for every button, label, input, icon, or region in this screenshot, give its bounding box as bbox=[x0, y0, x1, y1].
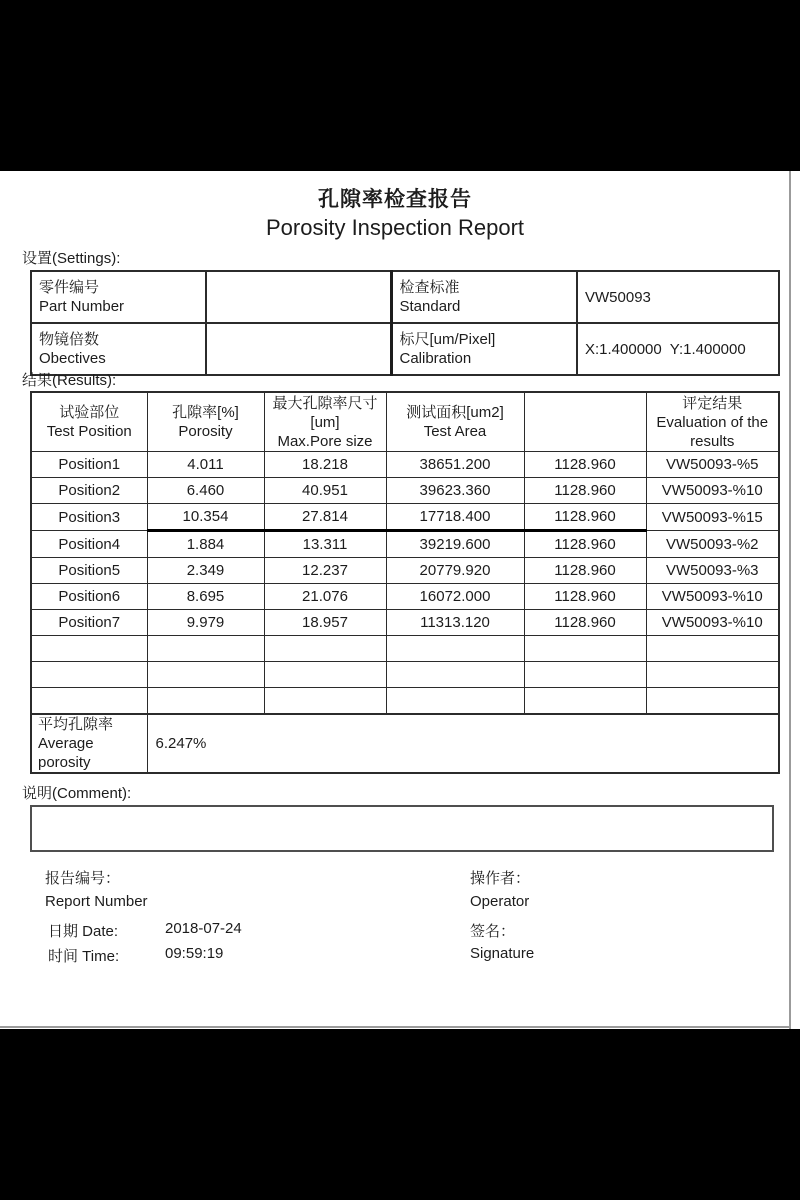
calibration-label-en: Calibration bbox=[399, 350, 472, 367]
part-number-label-en: Part Number bbox=[39, 298, 125, 315]
cell-empty[interactable] bbox=[147, 662, 264, 688]
header-evaluation-en1: Evaluation of the bbox=[656, 413, 769, 431]
cell-evaluation[interactable]: VW50093-%2 bbox=[646, 531, 779, 558]
settings-section-label: 设置(Settings): bbox=[22, 250, 121, 267]
report-number-label-cn: 报告编号： bbox=[45, 870, 121, 887]
cell-empty[interactable] bbox=[524, 662, 646, 688]
standard-label-cell bbox=[391, 271, 577, 323]
cell-extra[interactable]: 1128.960 bbox=[524, 478, 646, 504]
results-section-label: 结果(Results): bbox=[22, 372, 117, 389]
header-max-pore-cn: 最大孔隙率尺寸 bbox=[272, 394, 378, 412]
cell-porosity[interactable]: 1.884 bbox=[147, 531, 264, 558]
cell-porosity[interactable]: 9.979 bbox=[147, 610, 264, 636]
operator-label-cn: 操作者： bbox=[470, 870, 531, 887]
header-test-position-cn: 试验部位 bbox=[59, 404, 120, 421]
header-evaluation-cn: 评定结果 bbox=[682, 394, 743, 412]
cell-max-pore[interactable]: 18.218 bbox=[264, 452, 386, 478]
cell-max-pore[interactable]: 13.311 bbox=[264, 531, 386, 558]
cell-empty[interactable] bbox=[31, 662, 147, 688]
cell-empty[interactable] bbox=[646, 688, 779, 715]
cell-empty[interactable] bbox=[147, 636, 264, 662]
page-bottom-edge bbox=[0, 1026, 791, 1028]
cell-empty[interactable] bbox=[524, 636, 646, 662]
cell-porosity[interactable]: 2.349 bbox=[147, 558, 264, 584]
cell-test-area[interactable]: 39623.360 bbox=[386, 478, 524, 504]
report-page bbox=[0, 171, 800, 1029]
calibration-value-cell[interactable]: X:1.400000 Y:1.400000 bbox=[577, 323, 779, 375]
cell-empty[interactable] bbox=[264, 662, 386, 688]
table-row-position7 bbox=[31, 610, 779, 636]
objectives-label-cell bbox=[31, 323, 206, 375]
header-test-position bbox=[31, 392, 147, 452]
cell-position[interactable]: Position1 bbox=[31, 452, 147, 478]
settings-row bbox=[31, 323, 779, 375]
cell-empty[interactable] bbox=[524, 688, 646, 715]
header-evaluation bbox=[646, 392, 779, 452]
cell-test-area[interactable]: 20779.920 bbox=[386, 558, 524, 584]
header-test-area bbox=[386, 392, 524, 452]
cell-test-area[interactable]: 39219.600 bbox=[386, 531, 524, 558]
cell-empty[interactable] bbox=[31, 688, 147, 715]
cell-empty[interactable] bbox=[386, 636, 524, 662]
cell-test-area[interactable]: 38651.200 bbox=[386, 452, 524, 478]
objectives-label-cn: 物镜倍数 bbox=[39, 331, 100, 348]
cell-evaluation[interactable]: VW50093-%10 bbox=[646, 478, 779, 504]
time-label: 时间 Time: bbox=[48, 948, 120, 965]
report-number-label-en: Report Number bbox=[45, 893, 148, 910]
part-number-label-cn: 零件编号 bbox=[39, 279, 100, 296]
cell-empty[interactable] bbox=[386, 688, 524, 715]
cell-test-area[interactable]: 17718.400 bbox=[386, 504, 524, 531]
cell-max-pore[interactable]: 18.957 bbox=[264, 610, 386, 636]
cell-position[interactable]: Position2 bbox=[31, 478, 147, 504]
results-table bbox=[30, 391, 780, 774]
table-row-position1 bbox=[31, 452, 779, 478]
header-test-area-en: Test Area bbox=[423, 423, 487, 440]
cell-evaluation[interactable]: VW50093-%5 bbox=[646, 452, 779, 478]
part-number-label-cell bbox=[31, 271, 206, 323]
cell-empty[interactable] bbox=[264, 688, 386, 715]
calibration-label-cell bbox=[391, 323, 577, 375]
cell-empty[interactable] bbox=[147, 688, 264, 715]
page-right-edge bbox=[789, 171, 791, 1029]
header-max-pore-unit: [um] bbox=[310, 413, 340, 431]
cell-porosity[interactable]: 10.354 bbox=[147, 504, 264, 531]
date-value: 2018-07-24 bbox=[165, 920, 242, 937]
calibration-label-cn: 标尺[um/Pixel] bbox=[399, 331, 496, 348]
cell-porosity[interactable]: 6.460 bbox=[147, 478, 264, 504]
report-title-chinese: 孔隙率检查报告 bbox=[318, 188, 472, 211]
cell-empty[interactable] bbox=[31, 636, 147, 662]
cell-evaluation[interactable]: VW50093-%10 bbox=[646, 584, 779, 610]
cell-position[interactable]: Position6 bbox=[31, 584, 147, 610]
cell-evaluation[interactable]: VW50093-%10 bbox=[646, 610, 779, 636]
header-max-pore-size bbox=[264, 392, 386, 452]
objectives-label-en: Obectives bbox=[39, 350, 106, 367]
standard-label-en: Standard bbox=[399, 298, 461, 315]
cell-position[interactable]: Position7 bbox=[31, 610, 147, 636]
table-row-empty bbox=[31, 636, 779, 662]
cell-empty[interactable] bbox=[646, 636, 779, 662]
cell-porosity[interactable]: 4.011 bbox=[147, 452, 264, 478]
cell-max-pore[interactable]: 12.237 bbox=[264, 558, 386, 584]
table-row-position2 bbox=[31, 478, 779, 504]
objectives-value-cell[interactable] bbox=[206, 323, 391, 375]
header-porosity-cn: 孔隙率[%] bbox=[172, 404, 239, 421]
average-porosity-value-cell: 6.247% bbox=[147, 714, 779, 773]
cell-extra[interactable]: 1128.960 bbox=[524, 584, 646, 610]
average-porosity-label-cn: 平均孔隙率 bbox=[38, 716, 114, 733]
operator-label-en: Operator bbox=[470, 893, 530, 910]
cell-porosity[interactable]: 8.695 bbox=[147, 584, 264, 610]
header-max-pore-en: Max.Pore size bbox=[277, 432, 373, 450]
cell-extra[interactable]: 1128.960 bbox=[524, 531, 646, 558]
cell-empty[interactable] bbox=[646, 662, 779, 688]
results-header-row bbox=[31, 392, 779, 452]
table-row-position5 bbox=[31, 558, 779, 584]
table-row-empty bbox=[31, 688, 779, 715]
standard-value-cell[interactable]: VW50093 bbox=[577, 271, 779, 323]
header-evaluation-en2: results bbox=[690, 432, 735, 450]
cell-max-pore[interactable]: 40.951 bbox=[264, 478, 386, 504]
standard-label-cn: 检查标准 bbox=[399, 279, 460, 296]
time-value: 09:59:19 bbox=[165, 945, 224, 962]
date-label: 日期 Date: bbox=[48, 923, 119, 940]
cell-extra[interactable]: 1128.960 bbox=[524, 558, 646, 584]
settings-table bbox=[30, 270, 780, 376]
signature-label-en: Signature bbox=[470, 945, 535, 962]
cell-evaluation[interactable]: VW50093-%3 bbox=[646, 558, 779, 584]
average-porosity-label-cell bbox=[31, 714, 147, 773]
header-test-area-cn: 测试面积[um2] bbox=[406, 404, 504, 421]
header-test-position-en: Test Position bbox=[46, 423, 132, 440]
table-row-empty bbox=[31, 662, 779, 688]
cell-position[interactable]: Position4 bbox=[31, 531, 147, 558]
header-blank bbox=[524, 392, 646, 452]
cell-extra[interactable]: 1128.960 bbox=[524, 610, 646, 636]
cell-extra[interactable]: 1128.960 bbox=[524, 504, 646, 531]
cell-empty[interactable] bbox=[386, 662, 524, 688]
part-number-value-cell[interactable] bbox=[206, 271, 391, 323]
header-porosity-en: Porosity bbox=[178, 423, 233, 440]
cell-empty[interactable] bbox=[264, 636, 386, 662]
cell-position[interactable]: Position3 bbox=[31, 504, 147, 531]
comment-input[interactable] bbox=[30, 805, 774, 852]
comment-section-label: 说明(Comment): bbox=[22, 785, 132, 802]
cell-test-area[interactable]: 11313.120 bbox=[386, 610, 524, 636]
signature-label-cn: 签名： bbox=[470, 923, 516, 940]
header-porosity bbox=[147, 392, 264, 452]
cell-position[interactable]: Position5 bbox=[31, 558, 147, 584]
table-row-position4 bbox=[31, 531, 779, 558]
cell-evaluation[interactable]: VW50093-%15 bbox=[646, 504, 779, 531]
cell-test-area[interactable]: 16072.000 bbox=[386, 584, 524, 610]
cell-extra[interactable]: 1128.960 bbox=[524, 452, 646, 478]
settings-row bbox=[31, 271, 779, 323]
cell-max-pore[interactable]: 21.076 bbox=[264, 584, 386, 610]
table-row-position6 bbox=[31, 584, 779, 610]
average-porosity-label-en: Average porosity bbox=[38, 735, 94, 771]
cell-max-pore[interactable]: 27.814 bbox=[264, 504, 386, 531]
table-row-position3 bbox=[31, 504, 779, 531]
report-title-english: Porosity Inspection Report bbox=[265, 215, 525, 240]
average-porosity-row bbox=[31, 714, 779, 773]
